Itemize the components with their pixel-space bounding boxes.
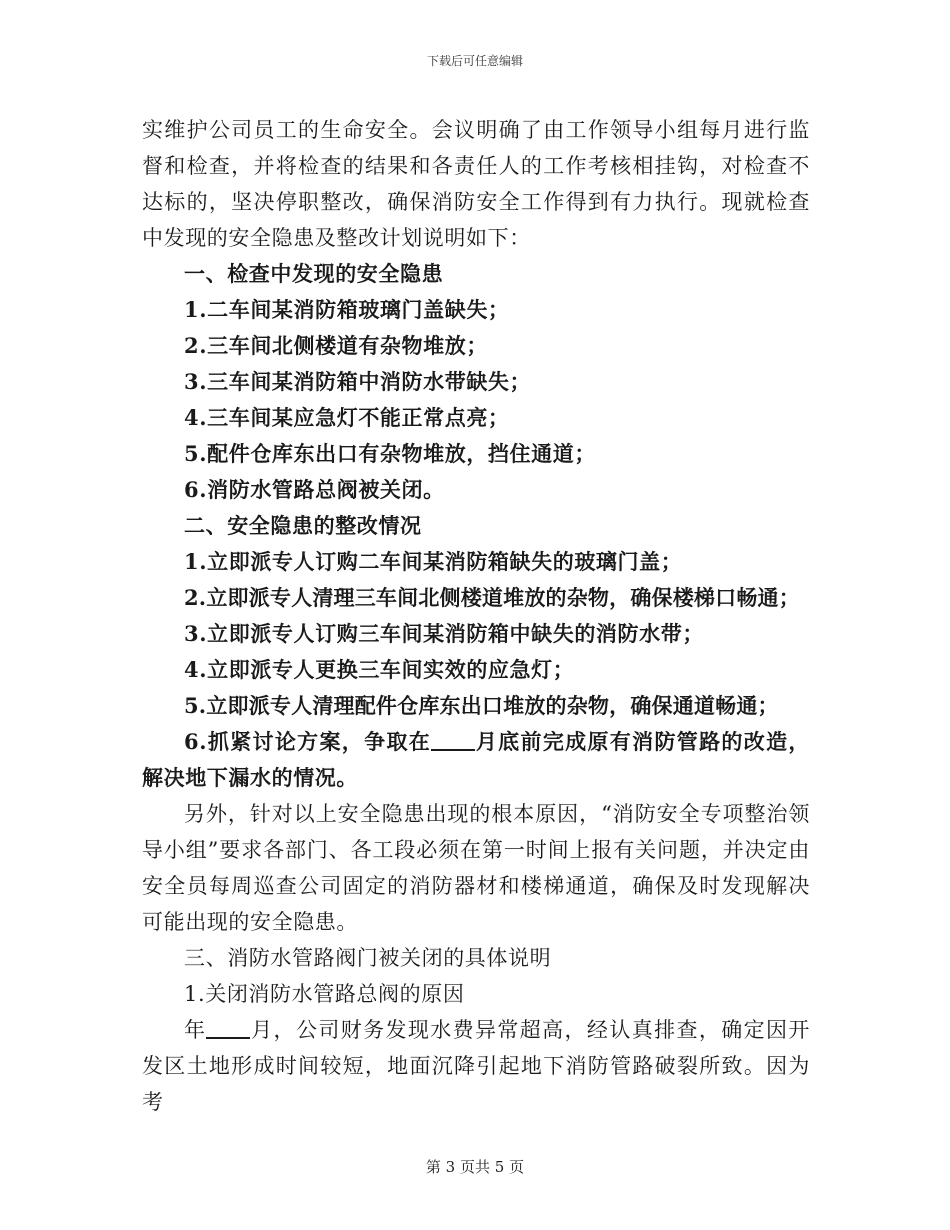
- item6-text-after: 月底前完成原有消防管路的改造，解决地下漏水的情况。: [142, 729, 810, 790]
- section1-heading: 一、检查中发现的安全隐患: [184, 261, 444, 286]
- note-paragraph: 另外，针对以上安全隐患出现的根本原因，“消防安全专项整治领导小组”要求各部门、各工段必须在第一时间上报有关问题，并决定由安全员每周巡查公司固定的消防器材和楼梯通道，确保及时发现解决可能出现的安全隐患。: [142, 802, 810, 934]
- list-item: 4.立即派专人更换三车间实效的应急灯；: [184, 657, 575, 682]
- page-header: 下载后可任意编辑: [426, 54, 523, 68]
- section2-heading: 二、安全隐患的整改情况: [184, 513, 422, 538]
- list-item: 1.立即派专人订购二车间某消防箱缺失的玻璃门盖；: [184, 549, 683, 574]
- list-item: 4.三车间某应急灯不能正常点亮；: [184, 405, 510, 430]
- list-item: 3.三车间某消防箱中消防水带缺失；: [184, 369, 532, 394]
- section3-subheading: 1.关闭消防水管路总阀的原因: [184, 982, 465, 1006]
- document-body: [142, 112, 810, 1120]
- list-item: 5.立即派专人清理配件仓库东出口堆放的杂物，确保通道畅通；: [184, 693, 779, 718]
- list-item: 3.立即派专人订购三车间某消防箱中缺失的消防水带；: [184, 621, 704, 646]
- blank-line: [431, 731, 475, 751]
- para-text-after: 月，公司财务发现水费异常超高，经认真排查，确定因开发区土地形成时间较短，地面沉降引起地下消防管路破裂所致。因为考: [142, 1018, 810, 1114]
- blank-line: [206, 1019, 250, 1039]
- list-item: 5.配件仓库东出口有杂物堆放，挡住通道；: [184, 441, 596, 466]
- list-item: 1.二车间某消防箱玻璃门盖缺失；: [184, 297, 510, 322]
- list-item: 2.三车间北侧楼道有杂物堆放；: [184, 333, 488, 358]
- list-item: 2.立即派专人清理三车间北侧楼道堆放的杂物，确保楼梯口畅通；: [184, 585, 800, 610]
- para-text-before: 年: [184, 1018, 207, 1042]
- item6-text-before: 6.抓紧讨论方案，争取在: [184, 729, 432, 754]
- list-item-6: [142, 724, 810, 796]
- section3-paragraph: [142, 1012, 810, 1120]
- list-item: 6.消防水管路总阀被关闭。: [184, 477, 445, 502]
- page-footer: 第 3 页共 5 页: [425, 1158, 525, 1176]
- section3-heading: 三、消防水管路阀门被关闭的具体说明: [184, 946, 552, 970]
- intro-paragraph: 实维护公司员工的生命安全。会议明确了由工作领导小组每月进行监督和检查，并将检查的结果和各责任人的工作考核相挂钩，对检查不达标的，坚决停职整改，确保消防安全工作得到有力执行。现就检查中发现的安全隐患及整改计划说明如下：: [142, 118, 810, 250]
